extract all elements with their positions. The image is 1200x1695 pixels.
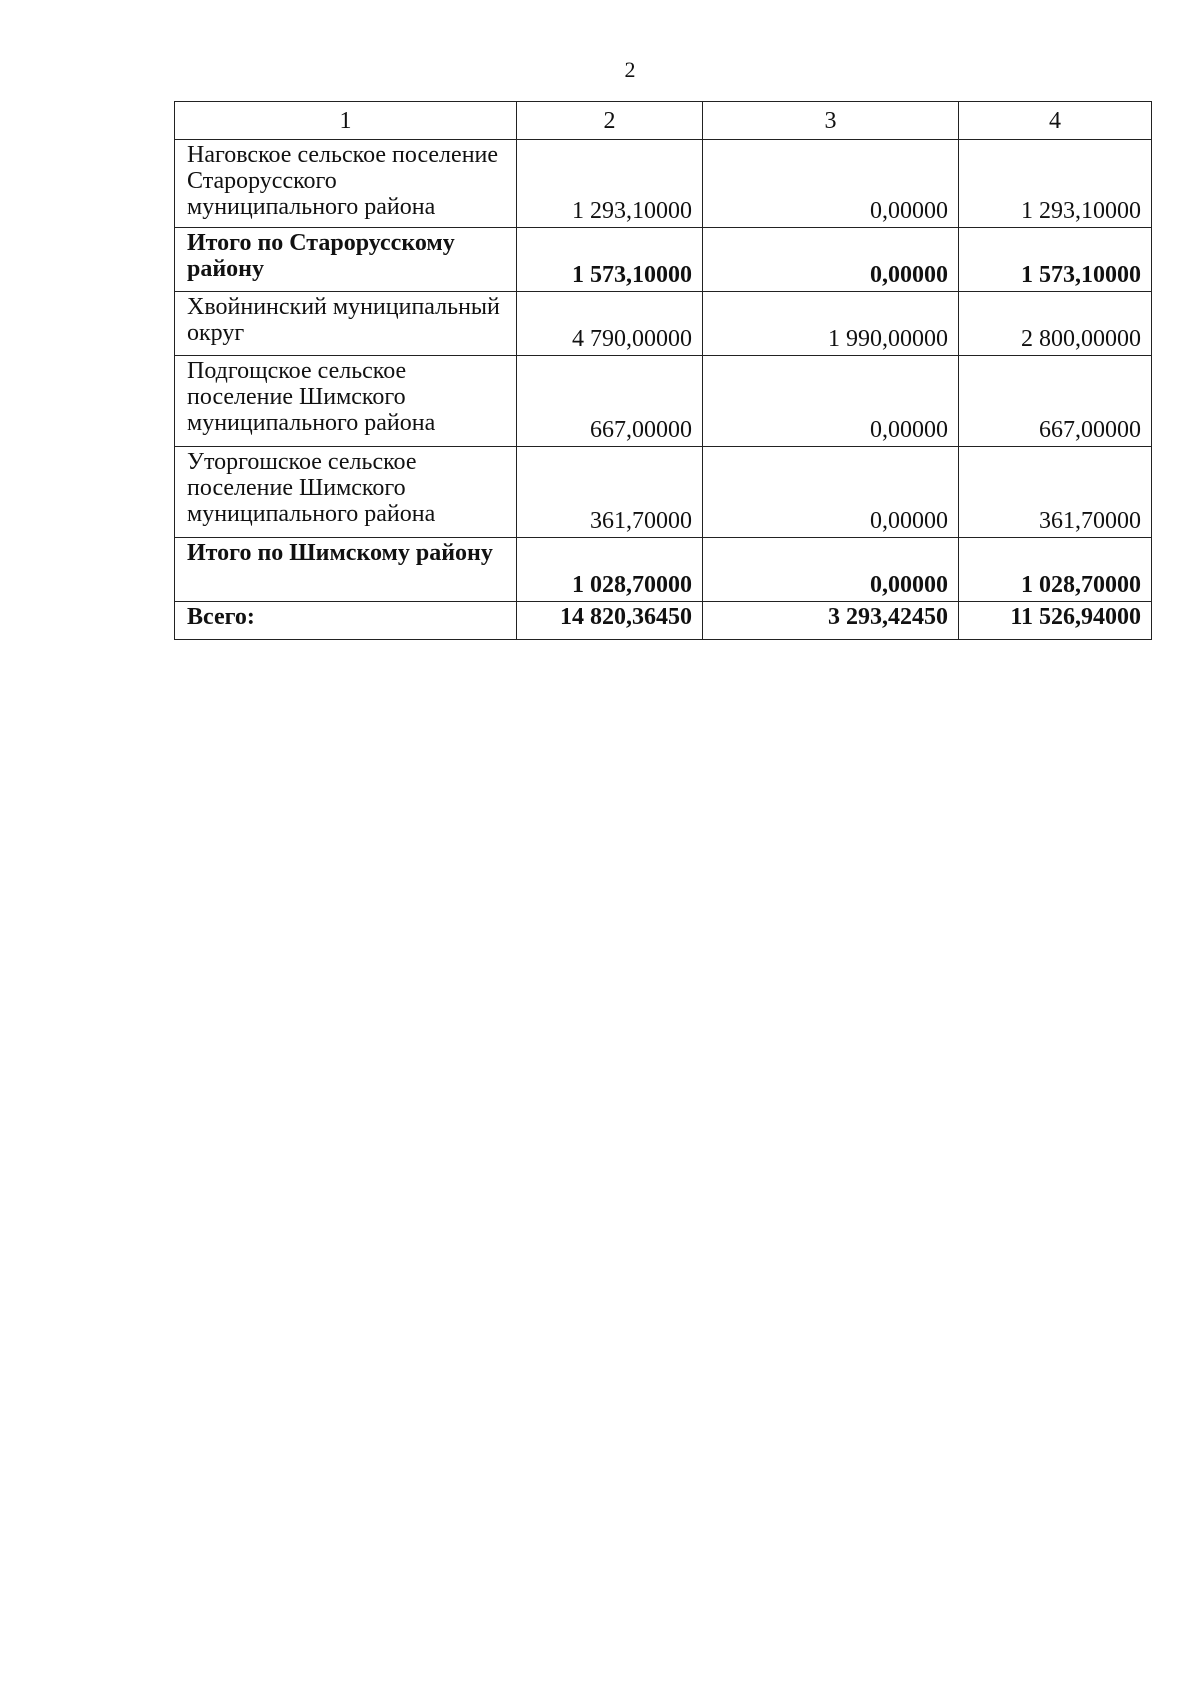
table-row <box>175 356 1152 447</box>
table-row-grand-total <box>175 602 1152 640</box>
column-header-4: 4 <box>959 102 1152 140</box>
table-header-row <box>175 102 1152 140</box>
row-name: Итого по Старорусскому району <box>175 228 517 292</box>
row-value-col4: 361,70000 <box>959 447 1152 538</box>
grand-total-label: Всего: <box>175 602 517 640</box>
row-value-col4: 1 293,10000 <box>959 140 1152 228</box>
row-value-col2: 1 573,10000 <box>517 228 703 292</box>
row-value-col3: 0,00000 <box>703 228 959 292</box>
row-value-col3: 0,00000 <box>703 538 959 602</box>
table-row <box>175 292 1152 356</box>
row-value-col2: 1 028,70000 <box>517 538 703 602</box>
table-row <box>175 140 1152 228</box>
row-value-col3: 0,00000 <box>703 447 959 538</box>
table-row-subtotal <box>175 228 1152 292</box>
budget-table <box>174 101 1152 640</box>
row-value-col2: 1 293,10000 <box>517 140 703 228</box>
grand-total-col2: 14 820,36450 <box>517 602 703 640</box>
row-value-col4: 667,00000 <box>959 356 1152 447</box>
column-header-2: 2 <box>517 102 703 140</box>
page-number: 2 <box>624 57 636 82</box>
column-header-3: 3 <box>703 102 959 140</box>
grand-total-col4: 11 526,94000 <box>959 602 1152 640</box>
row-name: Итого по Шимскому району <box>175 538 517 602</box>
row-value-col2: 4 790,00000 <box>517 292 703 356</box>
row-value-col2: 361,70000 <box>517 447 703 538</box>
row-value-col3: 0,00000 <box>703 356 959 447</box>
row-value-col2: 667,00000 <box>517 356 703 447</box>
table-row <box>175 447 1152 538</box>
row-value-col4: 1 573,10000 <box>959 228 1152 292</box>
column-header-1: 1 <box>175 102 517 140</box>
row-value-col3: 0,00000 <box>703 140 959 228</box>
row-value-col4: 2 800,00000 <box>959 292 1152 356</box>
row-name: Подгощское сельское поселение Шимского муниципального района <box>175 356 517 447</box>
row-name: Уторгошское сельское поселение Шимского муниципального района <box>175 447 517 538</box>
row-value-col3: 1 990,00000 <box>703 292 959 356</box>
grand-total-col3: 3 293,42450 <box>703 602 959 640</box>
table-row-subtotal <box>175 538 1152 602</box>
row-value-col4: 1 028,70000 <box>959 538 1152 602</box>
row-name: Хвойнинский муниципальный округ <box>175 292 517 356</box>
row-name: Наговское сельское поселение Старорусского муниципального района <box>175 140 517 228</box>
